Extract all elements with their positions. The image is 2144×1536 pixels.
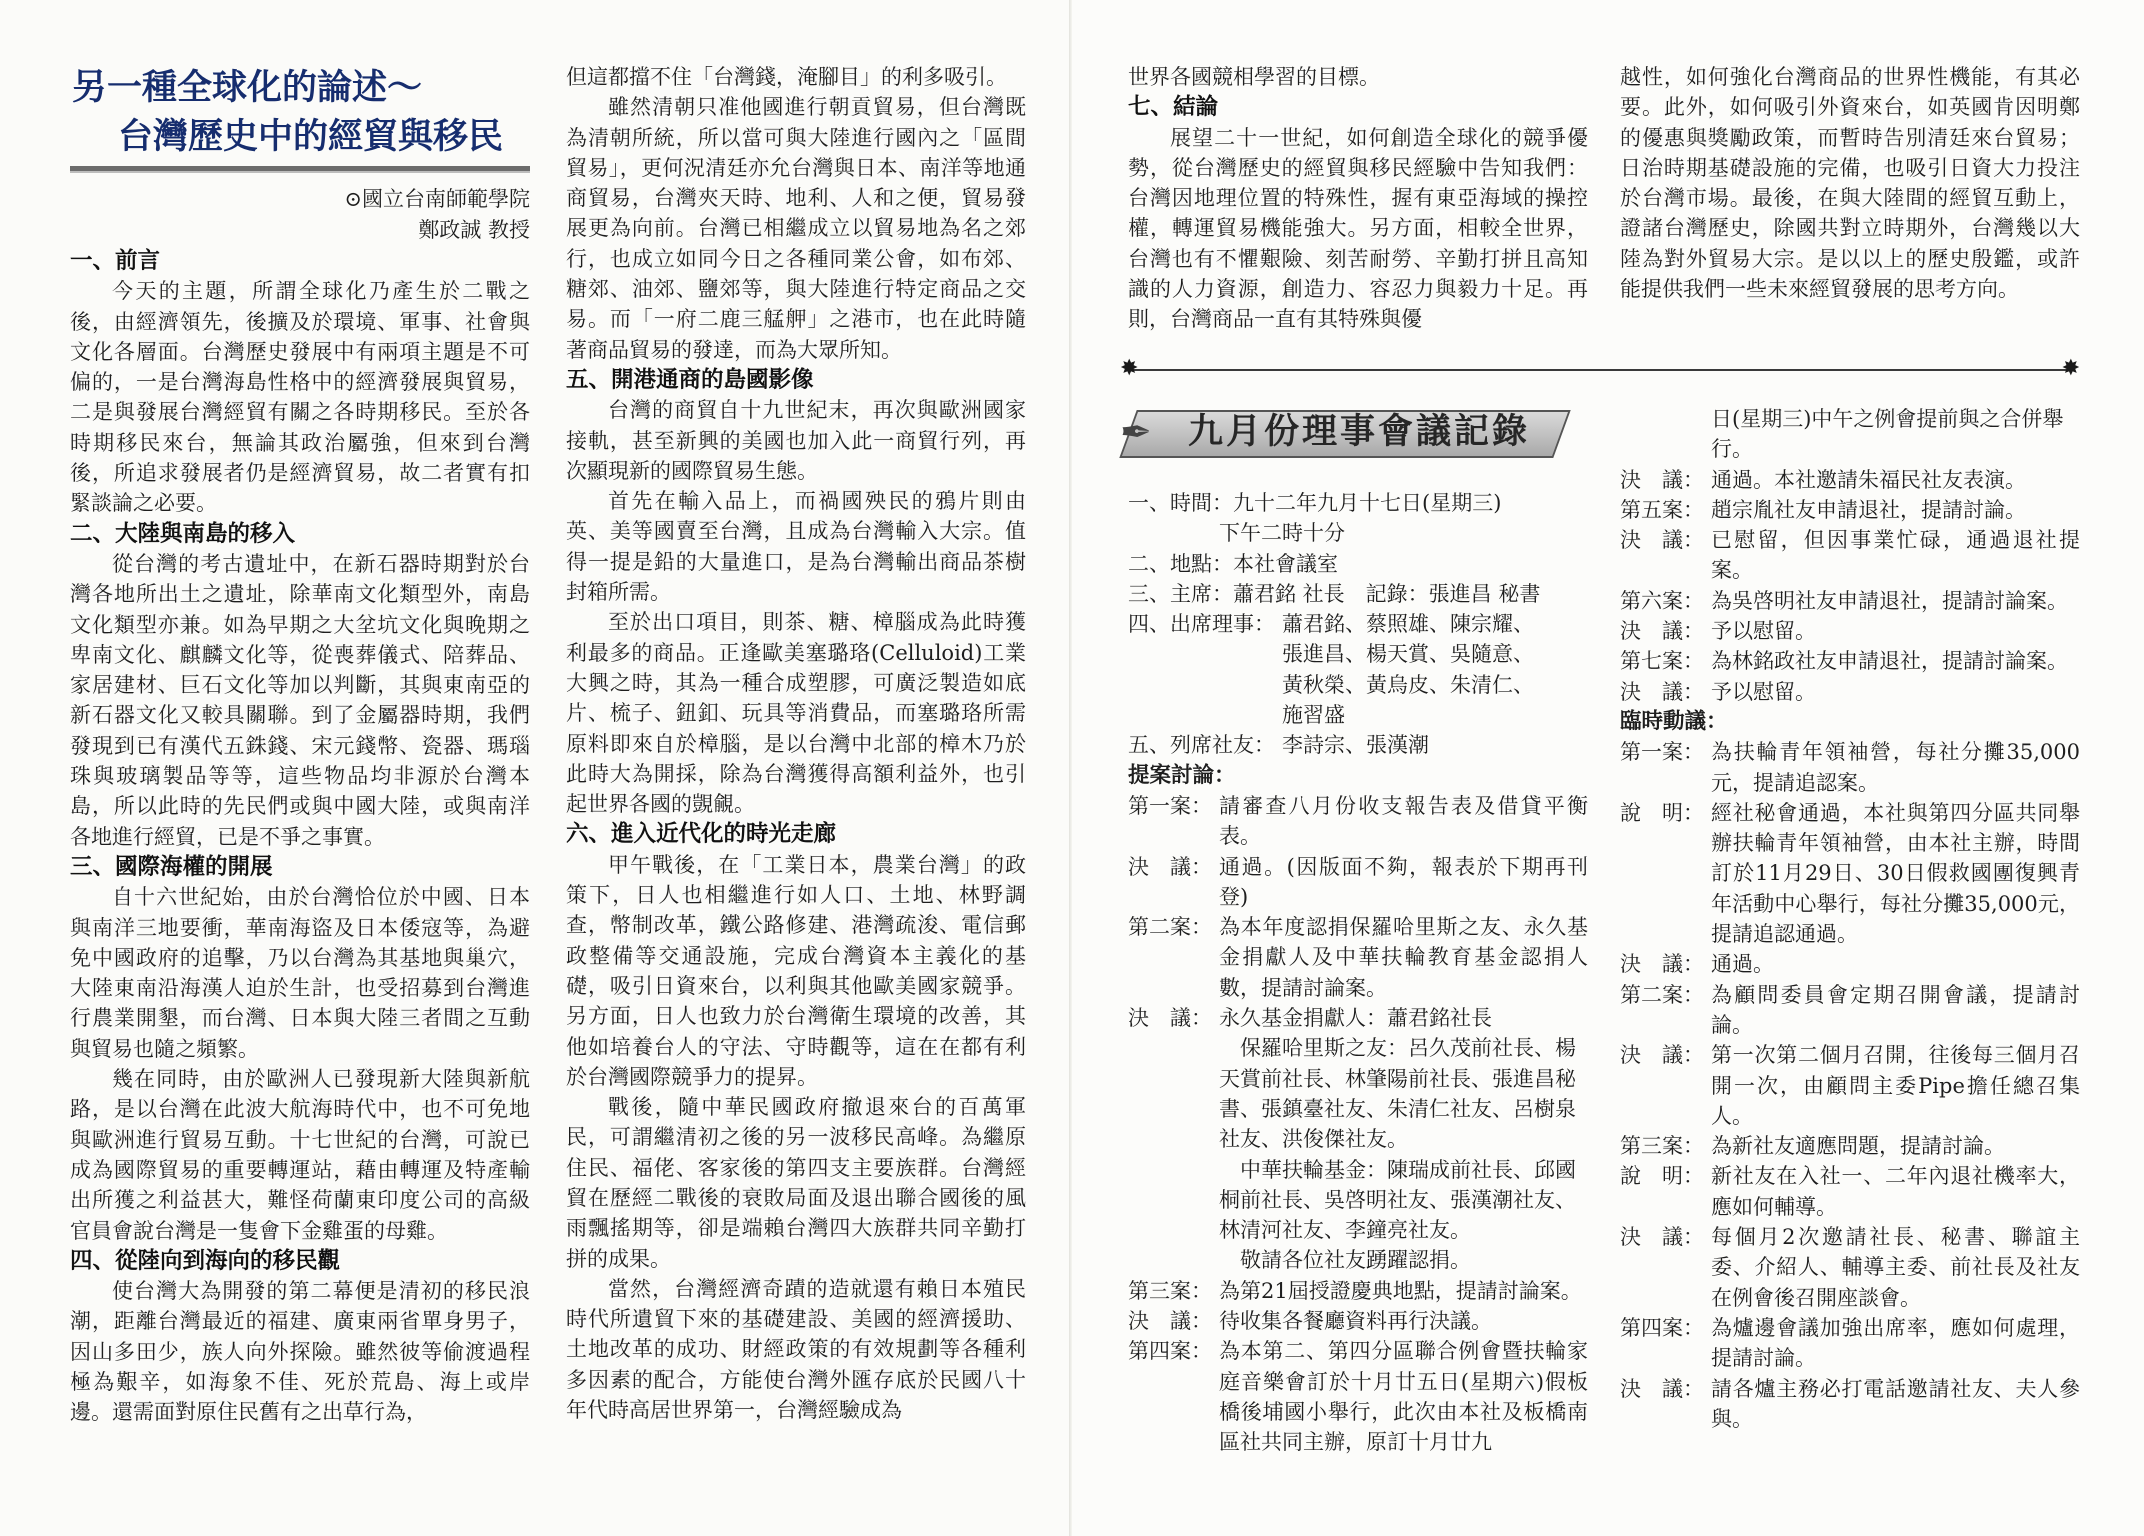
row-label: 決 議： (1620, 952, 1704, 977)
row-value: 敬請各位社友踴躍認捐。 (1240, 1248, 1471, 1273)
explanation (1620, 1161, 2080, 1222)
row-label: 決 議： (1620, 619, 1704, 644)
row-label: 決 議： (1620, 1043, 1704, 1068)
row-value: 保羅哈里斯之友：呂久茂前社長、楊天賞前社長、林肇陽前社長、張進昌秘書、張鎮臺社友、朱清仁社友、呂樹泉社友、洪俊傑社友。 (1219, 1036, 1576, 1152)
row-label: 三、主席： (1128, 581, 1233, 606)
explanation (1620, 798, 2080, 949)
row-value: 蕭君銘 社長 記錄：張進昌 秘書 (1233, 581, 1541, 606)
row-label: 第七案： (1620, 649, 1704, 674)
proposal (1128, 1336, 1588, 1457)
paragraph: 至於出口項目，則茶、糖、樟腦成為此時獲利最多的商品。正逢歐美塞璐珞(Celluloid)工業大興之時，其為一種合成塑膠，可廣泛製造如底片、梳子、鈕釦、玩具等消費品，而塞璐珞所需原料即來自於樟腦，是以台灣中北部的樟木乃於此時大為開採，除為台灣獲得高額利益外，也引起世界各國的覬覦。 (566, 610, 1026, 817)
row-value: 為本第二、第四分區聯合例會暨扶輪家庭音樂會訂於十月廿五日(星期六)假板橋後埔國小舉行，此次由本社及板橋南區社共同主辦，原訂十月廿九 (1219, 1339, 1588, 1455)
row-value: 日(星期三)中午之例會提前與之合併舉行。 (1711, 407, 2064, 462)
row-label: 決 議： (1620, 1376, 1704, 1401)
proposal (1128, 791, 1588, 852)
row-value: 予以慰留。 (1711, 619, 1816, 644)
paragraph: 從台灣的考古遺址中，在新石器時期對於台灣各地所出土之遺址，除華南文化類型外，南島文化類型亦兼。如為早期之大坌坑文化與晚期之卑南文化、麒麟文化等，從喪葬儀式、陪葬品、家居建材、巨石文化等加以判斷，其與東南亞的新石器文化又較具關聯。到了金屬器時期，我們發現到已有漢代五銖錢、宋元錢幣、瓷器、瑪瑙珠與玻璃製品等等，這些物品均非源於台灣本島，所以此時的先民們或與中國大陸，或與南洋各地進行經貿，已是不爭之事實。 (70, 551, 530, 849)
section-heading: 二、大陸與南島的移入 (70, 520, 296, 547)
row-value: 為第21屆授證慶典地點，提請討論案。 (1219, 1278, 1582, 1303)
paragraph: 世界各國競相學習的目標。 (1128, 65, 1380, 89)
section-heading: 一、前言 (70, 248, 161, 274)
row-label: 第四案： (1128, 1339, 1212, 1364)
section-heading: 三、國際海權的開展 (70, 853, 273, 880)
pen-icon: ✒ (1120, 410, 1152, 454)
row-label: 第六案： (1620, 588, 1704, 613)
row-value: 張進昌、楊天賞、吳隨意、 (1282, 642, 1534, 667)
row-label: 決 議： (1128, 1309, 1212, 1334)
resolution (1620, 949, 2080, 979)
row-value: 下午二時十分 (1219, 521, 1345, 546)
row-value: 請各爐主務必打電話邀請社友、夫人參與。 (1711, 1376, 2080, 1431)
article-column-1 (70, 246, 530, 1500)
row-value: 永久基金捐獻人：蕭君銘社長 (1219, 1006, 1492, 1031)
motion (1620, 980, 2080, 1041)
subsection-heading: 提案討論： (1128, 762, 1236, 788)
paragraph: 越性，如何強化台灣商品的世界性機能，有其必要。此外，如何吸引外資來台，如英國肯因明鄭的優惠與獎勵政策，而暫時告別清廷來台貿易；日治時期基礎設施的完備，也吸引日資大力投注於台灣市場。最後，在與大陸間的經貿互動上，證諸台灣歷史，除國共對立時期外，台灣幾以大陸為對外貿易大宗。是以以上的歷史殷鑑，或許能提供我們一些未來經貿發展的思考方向。 (1620, 65, 2080, 302)
row-label: 五、列席社友： (1128, 733, 1275, 758)
row-label: 第五案： (1620, 497, 1704, 522)
row-value: 已慰留，但因事業忙碌，通過退社提案。 (1711, 528, 2080, 583)
section-divider (1120, 356, 2080, 381)
proposal (1128, 912, 1588, 1003)
minutes-row (1128, 730, 1588, 760)
row-label: 一、時間： (1128, 491, 1233, 515)
row-value: 為新社友適應問題，提請討論。 (1711, 1134, 2005, 1159)
row-label: 決 議： (1620, 1225, 1704, 1250)
row-value: 為爐邊會議加強出席率，應如何處理，提請討論。 (1711, 1315, 2080, 1371)
minutes-banner (1120, 404, 1568, 460)
paragraph: 雖然清朝只准他國進行朝貢貿易，但台灣既為清朝所統，所以當可與大陸進行國內之「區間貿易」，更何況清廷亦允台灣與日本、南洋等地通商貿易，台灣夾天時、地利、人和之便，貿易發展更為向前。台灣已相繼成立以貿易地為名之郊行，也成立如同今日之各種同業公會，如布郊、糖郊、油郊、鹽郊等，與大陸進行特定商品之交易。而「一府二鹿三艋舺」之港市，也在此時隨著商品貿易的發達，而為大眾所知。 (566, 95, 1026, 362)
row-value: 經社秘會通過，本社與第四分區共同舉辦扶輪青年領袖營，由本社主辦，時間訂於11月29日、30日假救國團復興青年活動中心舉行，每社分攤35,000元，提請追認通過。 (1711, 800, 2080, 947)
motion (1620, 737, 2080, 798)
proposal (1620, 646, 2080, 676)
row-label: 第二案： (1620, 982, 1704, 1007)
row-value: 黃秋榮、黃烏皮、朱清仁、 (1282, 672, 1534, 697)
paragraph: 首先在輸入品上，而禍國殃民的鴉片則由英、美等國賣至台灣，且成為台灣輸入大宗。值得一提是鉛的大量進口，是為台灣輸出商品茶樹封箱所需。 (566, 489, 1026, 605)
row-label: 第三案： (1620, 1134, 1704, 1159)
paragraph: 使台灣大為開發的第二幕便是清初的移民浪潮，距離台灣最近的福建、廣東兩省單身男子，因山多田少，族人向外探險。雖然彼等偷渡過程極為艱辛，如海象不佳、死於荒島、海上或岸邊。還需面對原住民舊有之出草行為， (70, 1279, 530, 1425)
article-column-4 (1620, 62, 2080, 342)
article-column-3 (1128, 62, 1588, 342)
motion (1620, 1131, 2080, 1161)
resolution (1620, 1040, 2080, 1131)
row-value: 為顧問委員會定期召開會議，提請討論。 (1711, 982, 2080, 1037)
paragraph: 台灣的商貿自十九世紀末，再次與歐洲國家接軌，甚至新興的美國也加入此一商貿行列，再次顯現新的國際貿易生態。 (566, 398, 1026, 483)
row-label: 第一案： (1620, 740, 1704, 765)
resolution (1620, 465, 2080, 495)
row-value: 請審查八月份收支報告表及借貸平衡表。 (1219, 793, 1588, 849)
minutes-row (1128, 488, 1588, 518)
row-label: 第二案： (1128, 915, 1212, 940)
article-title-line1: 另一種全球化的論述～ (72, 68, 423, 108)
article-title (72, 64, 542, 162)
minutes-column-1 (1128, 488, 1588, 1508)
resolution (1128, 1306, 1588, 1336)
row-value: 李詩宗、張漢潮 (1282, 733, 1429, 758)
row-value: 施習盛 (1282, 703, 1345, 728)
row-value: 為扶輪青年領袖營，每社分攤35,000元，提請追認案。 (1711, 740, 2080, 795)
row-value: 趙宗胤社友申請退社，提請討論。 (1711, 497, 2026, 522)
paragraph: 今天的主題，所謂全球化乃產生於二戰之後，由經濟領先，後擴及於環境、軍事、社會與文化各層面。台灣歷史發展中有兩項主題是不可偏的，一是台灣海島性格中的經濟發展與貿易，二是與發展台灣經貿有關之各時期移民。至於各時期移民來台，無論其政治屬強，但來到台灣後，所追求發展者仍是經濟貿易，故二者實有扣緊談論之必要。 (70, 279, 530, 516)
resolution (1620, 677, 2080, 707)
resolution (1620, 616, 2080, 646)
row-label: 決 議： (1128, 854, 1212, 879)
row-value: 予以慰留。 (1711, 679, 1816, 704)
resolution (1128, 1003, 1588, 1033)
byline (300, 184, 530, 246)
row-label: 四、出席理事： (1128, 612, 1275, 637)
row-value: 為吳啓明社友申請退社，提請討論案。 (1711, 588, 2068, 613)
row-value: 新社友在入社一、二年內退社機率大，應如何輔導。 (1711, 1164, 2080, 1219)
row-label: 第一案： (1128, 793, 1212, 818)
row-value: 中華扶輪基金：陳瑞成前社長、邱國桐前社長、吳啓明社友、張漢潮社友、林清河社友、李鐘亮社友。 (1219, 1157, 1576, 1243)
star-ornament-icon: ✸ (2061, 356, 2080, 381)
author-name: 鄭政誠 教授 (418, 218, 530, 242)
resolution (1620, 1374, 2080, 1435)
row-value: 通過。本社邀請朱福民社友表演。 (1711, 467, 2026, 492)
minutes-row (1128, 579, 1588, 609)
paragraph: 當然，台灣經濟奇蹟的造就還有賴日本殖民時代所遺貿下來的基礎建設、美國的經濟援助、土地改革的成功、財經政策的有效規劃等各種利多因素的配合，方能使台灣外匯存底於民國八十年代時高居世界第一，台灣經驗成為 (566, 1276, 1026, 1423)
motion (1620, 1313, 2080, 1374)
row-value: 蕭君銘、蔡照雄、陳宗耀、 (1282, 612, 1534, 637)
resolution (1620, 1222, 2080, 1313)
row-value: 通過。 (1711, 952, 1774, 977)
subsection-heading: 臨時動議： (1620, 708, 1728, 734)
proposal (1620, 495, 2080, 525)
row-label: 決 議： (1128, 1006, 1212, 1031)
row-value: 為本年度認捐保羅哈里斯之友、永久基金捐獻人及中華扶輪教育基金認捐人數，提請討論案。 (1219, 915, 1588, 1000)
minutes-row (1128, 549, 1588, 579)
resolution (1128, 852, 1588, 913)
section-heading: 四、從陸向到海向的移民觀 (70, 1247, 341, 1274)
minutes-column-2 (1620, 404, 2080, 1508)
article-title-line2: 台灣歷史中的經貿與移民 (118, 117, 504, 157)
minutes-title: 九月份理事會議記錄 (1188, 412, 1531, 452)
row-label: 說 明： (1620, 1164, 1704, 1189)
row-value: 本社會議室 (1233, 551, 1338, 576)
row-label: 決 議： (1620, 467, 1704, 492)
paragraph: 戰後，隨中華民國政府撤退來台的百萬軍民，可謂繼清初之後的另一波移民高峰。為繼原住民、福佬、客家後的第四支主要族群。台灣經貿在歷經二戰後的衰敗局面及退出聯合國後的風雨飄搖期等，卻是端賴台灣四大族群共同辛勤打拼的成果。 (566, 1095, 1026, 1271)
paragraph: 展望二十一世紀，如何創造全球化的競爭優勢，從台灣歷史的經貿與移民經驗中告知我們：台灣因地理位置的特殊性，握有東亞海域的操控權，轉運貿易機能強大。另方面，相較全世界，台灣也有不懼艱險、刻苦耐勞、辛勤打拼且高知識的人力資源，創造力、容忍力與毅力十足。再則，台灣商品一直有其特殊與優 (1128, 125, 1588, 332)
paragraph: 甲午戰後，在「工業日本，農業台灣」的政策下，日人也相繼進行如人口、土地、林野調查，幣制改革，鐵公路修建、港灣疏浚、電信郵政整備等交通設施，完成台灣資本主義化的基礎，吸引日資來台，以利與其他歐美國家競爭。另方面，日人也致力於台灣衛生環境的改善，其他如培養台人的守法、守時觀等，這在在都有利於台灣國際競爭力的提昇。 (566, 852, 1026, 1089)
section-heading: 六、進入近代化的時光走廊 (566, 821, 837, 848)
row-value: 第一次第二個月召開，往後每三個月召開一次，由顧問主委Pipe擔任總召集人。 (1711, 1043, 2080, 1128)
row-label: 二、地點： (1128, 551, 1233, 576)
section-heading: 五、開港通商的島國影像 (566, 366, 814, 393)
row-value: 每個月2次邀請社長、秘書、聯誼主委、介紹人、輔導主委、前社長及社友在例會後召開座談會。 (1711, 1225, 2080, 1310)
row-label: 決 議： (1620, 679, 1704, 704)
proposal (1128, 1276, 1588, 1306)
title-underline (70, 166, 530, 173)
paragraph: 幾在同時，由於歐洲人已發現新大陸與新航路，是以台灣在此波大航海時代中，也不可免地與歐洲進行貿易互動。十七世紀的台灣，可說已成為國際貿易的重要轉運站，藉由轉運及特產輸出所獲之利益甚大，難怪荷蘭東印度公司的高級官員會說台灣是一隻會下金雞蛋的母雞。 (70, 1067, 530, 1243)
minutes-row (1128, 609, 1588, 639)
row-label: 第三案： (1128, 1278, 1212, 1303)
star-ornament-icon: ✸ (1120, 356, 1139, 381)
row-label: 第四案： (1620, 1315, 1704, 1340)
row-label: 說 明： (1620, 800, 1704, 825)
row-value: 為林銘政社友申請退社，提請討論案。 (1711, 649, 2068, 674)
section-heading: 七、結論 (1128, 94, 1219, 121)
author-affiliation: ⊙國立台南師範學院 (344, 187, 530, 211)
row-label: 決 議： (1620, 528, 1704, 553)
row-value: 九十二年九月十七日(星期三) (1233, 491, 1502, 515)
proposal (1620, 586, 2080, 616)
paragraph: 自十六世紀始，由於台灣恰位於中國、日本與南洋三地要衝，華南海盜及日本倭寇等，為避免中國政府的追擊，乃以台灣為其基地與巢穴，大陸東南沿海漢人迫於生計，也受招募到台灣進行農業開墾，而台灣、日本與大陸三者間之互動與貿易也隨之頻繁。 (70, 885, 530, 1061)
resolution (1620, 525, 2080, 586)
paragraph: 但這都擋不住「台灣錢，淹腳目」的利多吸引。 (566, 65, 1007, 89)
row-value: 待收集各餐廳資料再行決議。 (1219, 1309, 1492, 1334)
row-value: 通過。(因版面不夠，報表於下期再刊登) (1219, 854, 1588, 909)
article-column-2 (566, 62, 1026, 1500)
